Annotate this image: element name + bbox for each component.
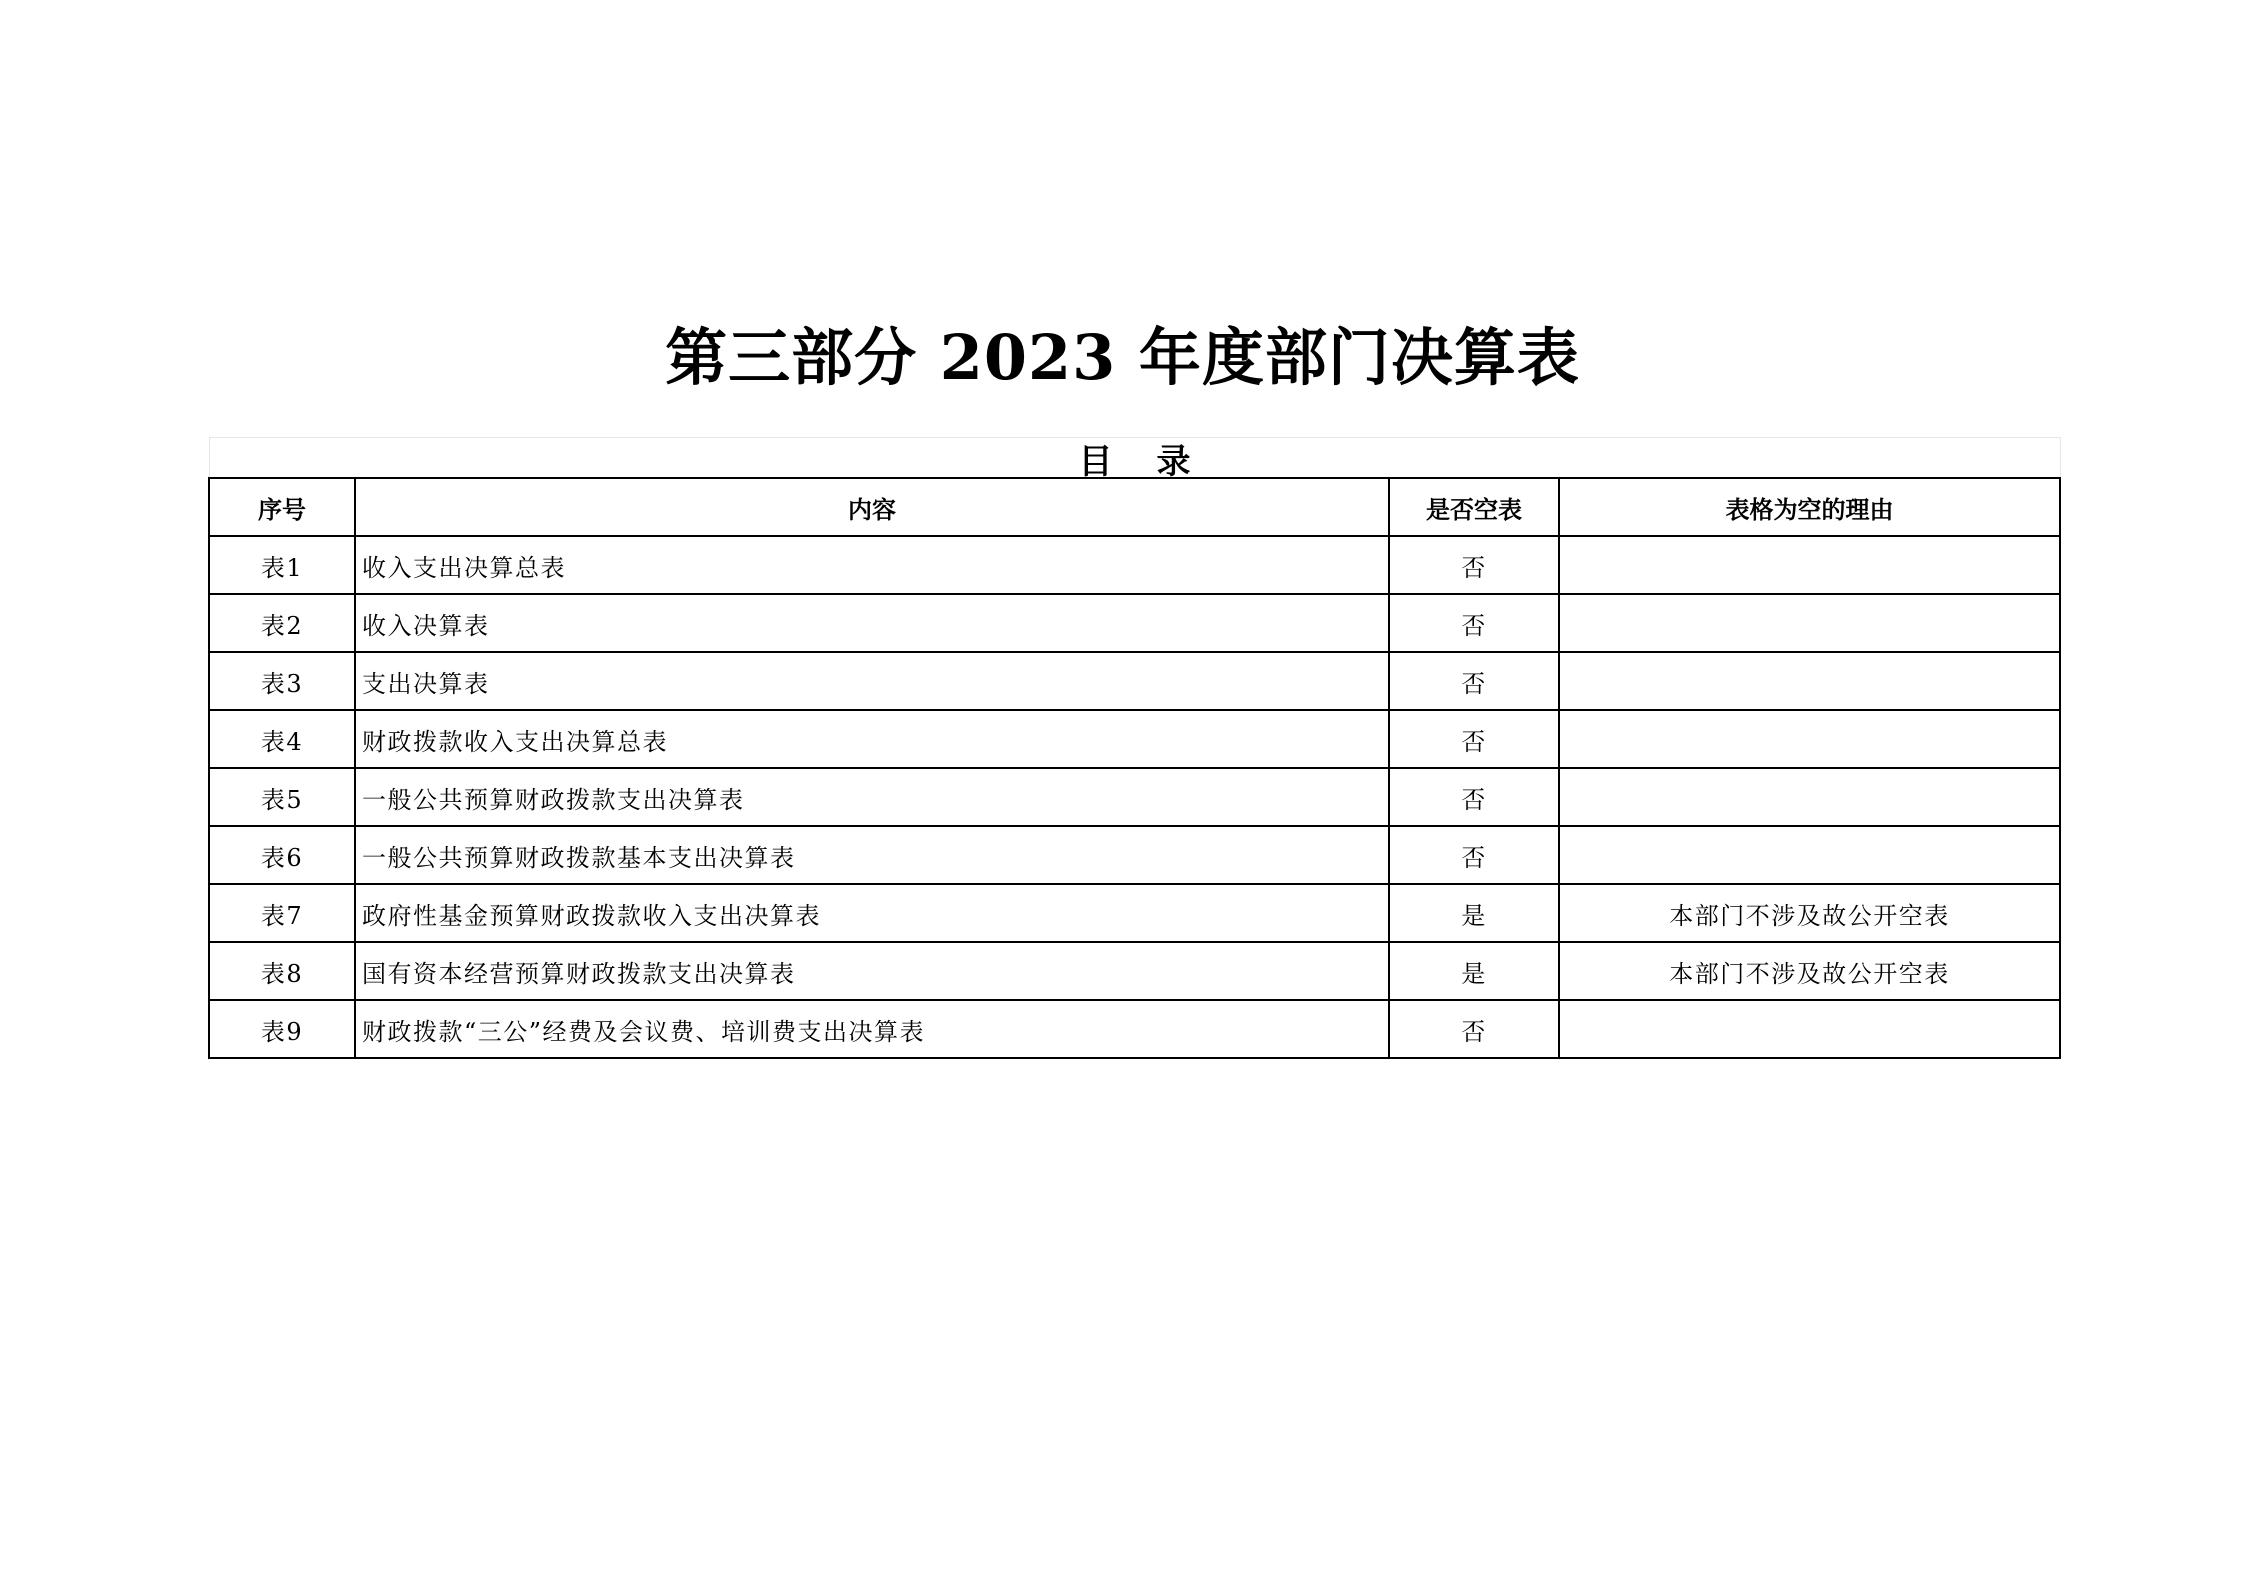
row-reason	[1559, 826, 2060, 884]
row-is-empty: 是	[1389, 884, 1559, 942]
toc-caption-cell	[209, 438, 2060, 482]
toc-caption: 目录	[1078, 442, 1235, 482]
toc-caption-row	[209, 438, 2060, 479]
row-is-empty: 否	[1389, 768, 1559, 826]
row-no: 表3	[209, 652, 355, 710]
row-reason	[1559, 1000, 2060, 1058]
header-content: 内容	[355, 478, 1389, 536]
table-row	[209, 942, 2060, 1000]
row-is-empty: 否	[1389, 826, 1559, 884]
row-no: 表4	[209, 710, 355, 768]
toc-table	[208, 437, 2061, 1059]
row-content: 财政拨款收入支出决算总表	[355, 710, 1389, 768]
row-content: 收入决算表	[355, 594, 1389, 652]
row-reason	[1559, 710, 2060, 768]
row-no: 表8	[209, 942, 355, 1000]
table-row	[209, 884, 2060, 942]
header-no: 序号	[209, 478, 355, 536]
toc-header-row	[209, 478, 2060, 536]
row-reason	[1559, 594, 2060, 652]
row-content: 收入支出决算总表	[355, 536, 1389, 594]
row-no: 表7	[209, 884, 355, 942]
row-content: 一般公共预算财政拨款支出决算表	[355, 768, 1389, 826]
row-reason: 本部门不涉及故公开空表	[1559, 884, 2060, 942]
row-content: 政府性基金预算财政拨款收入支出决算表	[355, 884, 1389, 942]
table-row	[209, 710, 2060, 768]
table-row	[209, 768, 2060, 826]
row-no: 表5	[209, 768, 355, 826]
row-reason: 本部门不涉及故公开空表	[1559, 942, 2060, 1000]
row-is-empty: 否	[1389, 594, 1559, 652]
table-row	[209, 826, 2060, 884]
row-no: 表9	[209, 1000, 355, 1058]
row-content: 一般公共预算财政拨款基本支出决算表	[355, 826, 1389, 884]
header-is-empty: 是否空表	[1389, 478, 1559, 536]
row-is-empty: 否	[1389, 536, 1559, 594]
table-row	[209, 536, 2060, 594]
row-is-empty: 否	[1389, 710, 1559, 768]
row-reason	[1559, 768, 2060, 826]
row-is-empty: 否	[1389, 1000, 1559, 1058]
row-is-empty: 否	[1389, 652, 1559, 710]
row-content: 国有资本经营预算财政拨款支出决算表	[355, 942, 1389, 1000]
header-reason: 表格为空的理由	[1559, 478, 2060, 536]
row-reason	[1559, 536, 2060, 594]
row-reason	[1559, 652, 2060, 710]
table-row	[209, 652, 2060, 710]
row-no: 表1	[209, 536, 355, 594]
table-row	[209, 594, 2060, 652]
row-is-empty: 是	[1389, 942, 1559, 1000]
page-title: 第三部分 2023 年度部门决算表	[665, 321, 1580, 394]
row-content: 财政拨款“三公”经费及会议费、培训费支出决算表	[355, 1000, 1389, 1058]
row-content: 支出决算表	[355, 652, 1389, 710]
row-no: 表6	[209, 826, 355, 884]
table-row	[209, 1000, 2060, 1058]
row-no: 表2	[209, 594, 355, 652]
